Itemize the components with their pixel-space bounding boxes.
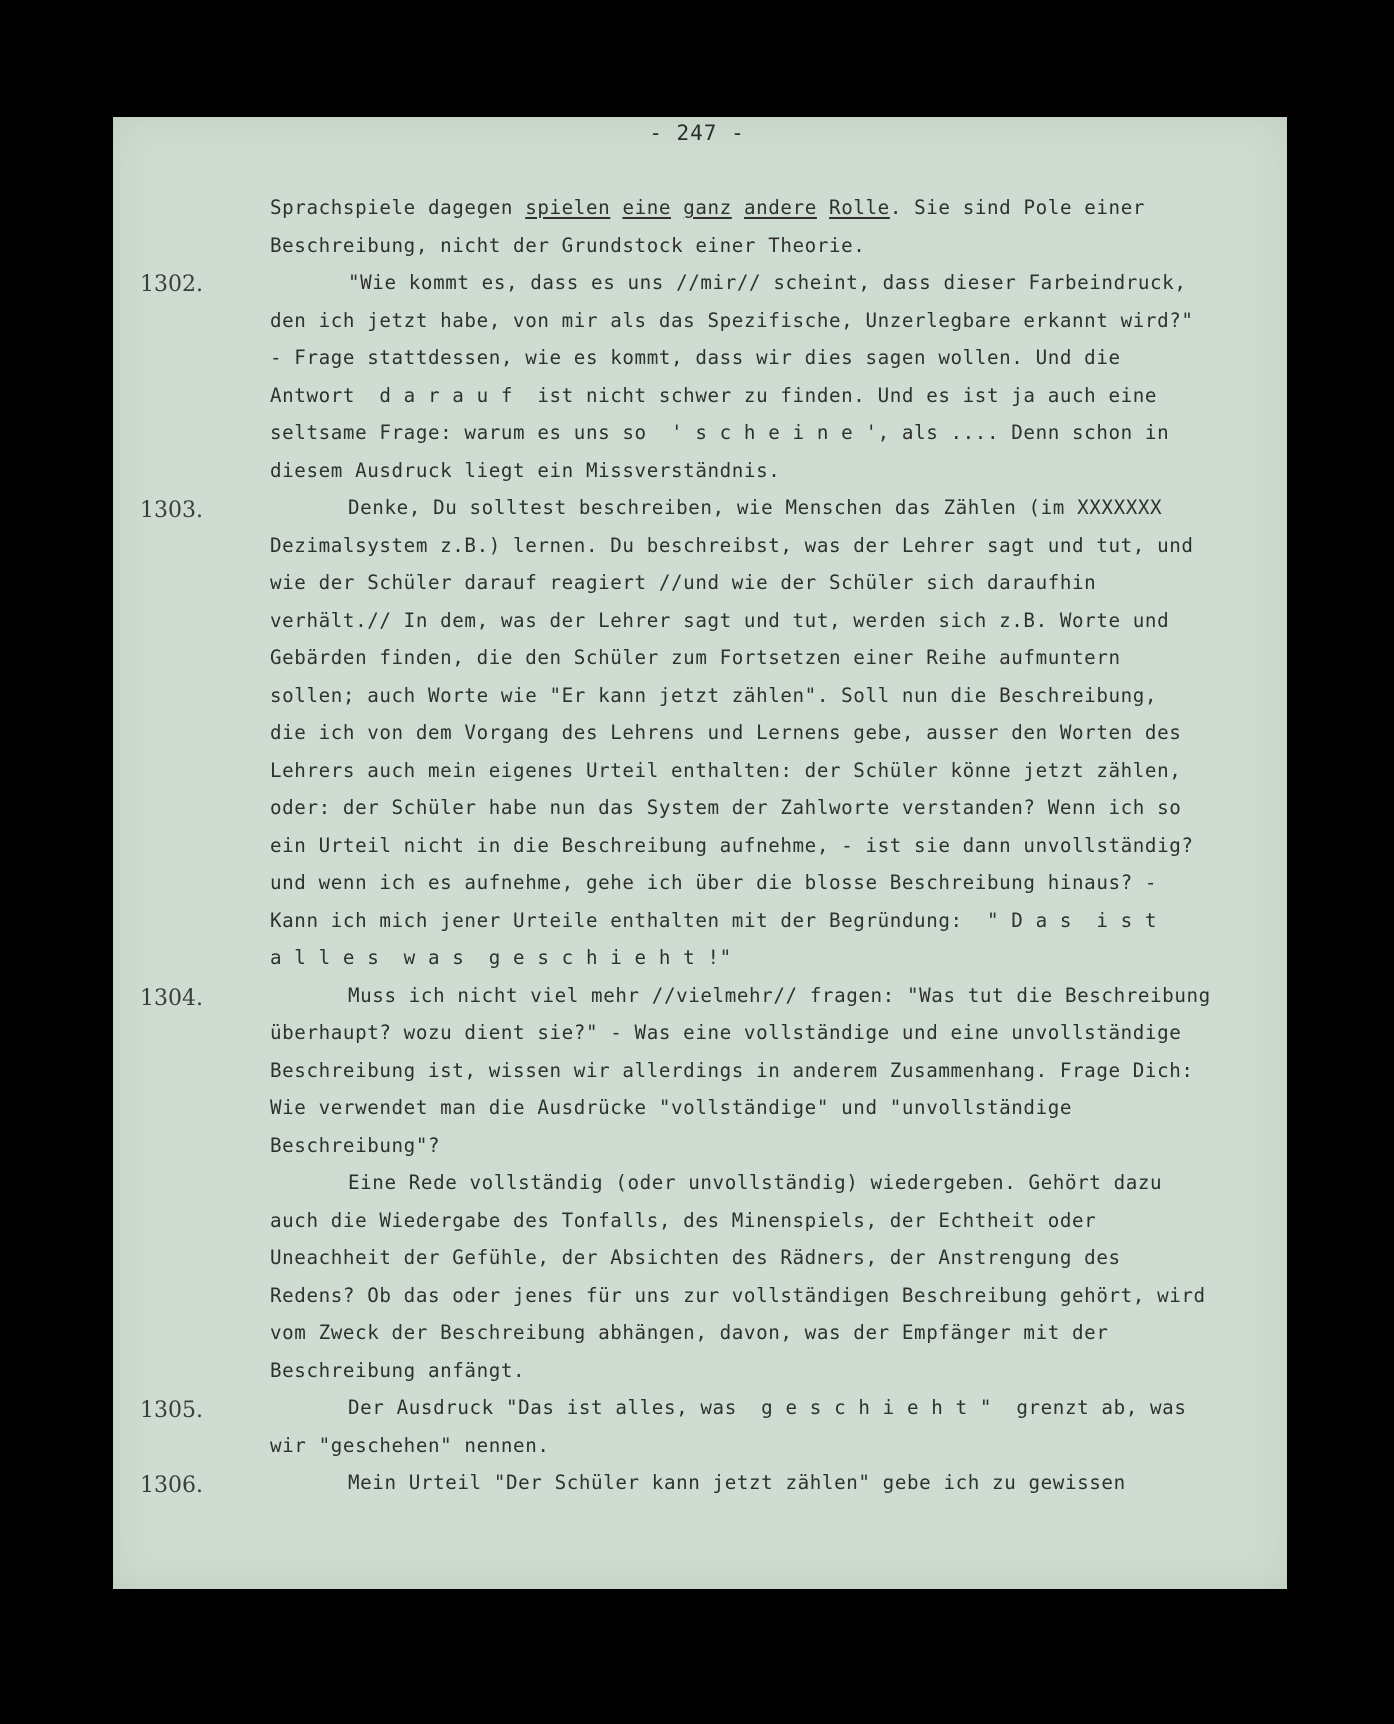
intro-line-1: [270, 195, 1145, 221]
paragraph-number-1304: 1304.: [140, 986, 203, 1011]
p1304-line-4: Wie verwendet man die Ausdrücke "vollständige" und "unvollständige: [270, 1096, 1073, 1119]
p1302-line-5: seltsame Frage: warum es uns so ' s c h e i n e ', als .... Denn schon in: [270, 421, 1170, 444]
p1306-line-1: Mein Urteil "Der Schüler kann jetzt zählen" gebe ich zu gewissen: [348, 1471, 1126, 1494]
paragraph-number-1306: 1306.: [140, 1473, 203, 1498]
p1303-line-4: verhält.// In dem, was der Lehrer sagt und tut, werden sich z.B. Worte und: [270, 609, 1170, 632]
p1304b-line-5: vom Zweck der Beschreibung abhängen, davon, was der Empfänger mit der: [270, 1321, 1109, 1344]
p1302-line-3: - Frage stattdessen, wie es kommt, dass wir dies sagen wollen. Und die: [270, 346, 1121, 369]
p1302-line-6: diesem Ausdruck liegt ein Missverständnis.: [270, 459, 781, 482]
paragraph-number-1303: 1303.: [140, 498, 203, 523]
p1304b-line-2: auch die Wiedergabe des Tonfalls, des Minenspiels, der Echtheit oder: [270, 1209, 1097, 1232]
p1303-line-5: Gebärden finden, die den Schüler zum Fortsetzen einer Reihe aufmuntern: [270, 646, 1121, 669]
p1303-line-8: Lehrers auch mein eigenes Urteil enthalten: der Schüler könne jetzt zählen,: [270, 759, 1182, 782]
underlined-word-rolle: Rolle: [829, 196, 890, 219]
p1304-line-1: Muss ich nicht viel mehr //vielmehr// fragen: "Was tut die Beschreibung: [348, 984, 1211, 1007]
underlined-word-ganz: ganz: [683, 196, 732, 219]
underlined-word-eine: eine: [622, 196, 672, 219]
p1304-line-3: Beschreibung ist, wissen wir allerdings in anderem Zusammenhang. Frage Dich:: [270, 1059, 1194, 1082]
underlined-word-andere: andere: [743, 196, 817, 219]
paragraph-number-1305: 1305.: [140, 1398, 203, 1423]
p1305-line-1: Der Ausdruck "Das ist alles, was g e s c h i e h t " grenzt ab, was: [348, 1396, 1187, 1419]
p1303-line-7: die ich von dem Vorgang des Lehrens und Lernens gebe, ausser den Worten des: [270, 721, 1182, 744]
paragraph-number-1302: 1302.: [140, 272, 203, 297]
p1302-line-4: Antwort d a r a u f ist nicht schwer zu finden. Und es ist ja auch eine: [270, 384, 1158, 407]
p1304b-line-3: Uneachheit der Gefühle, der Absichten des Rädners, der Anstrengung des: [270, 1246, 1121, 1269]
underlined-word-spielen: spielen: [525, 196, 611, 219]
p1303-line-3: wie der Schüler darauf reagiert //und wie der Schüler sich daraufhin: [270, 571, 1097, 594]
intro-line-1-pre: Sprachspiele dagegen: [270, 196, 526, 219]
p1303-line-9: oder: der Schüler habe nun das System der Zahlworte verstanden? Wenn ich so: [270, 796, 1182, 819]
p1303-line-2: Dezimalsystem z.B.) lernen. Du beschreibst, was der Lehrer sagt und tut, und: [270, 534, 1194, 557]
p1304-line-2: überhaupt? wozu dient sie?" - Was eine vollständige und eine unvollständige: [270, 1021, 1182, 1044]
p1303-line-1: Denke, Du solltest beschreiben, wie Menschen das Zählen (im XXXXXXX: [348, 496, 1163, 519]
p1302-line-2: den ich jetzt habe, von mir als das Spezifische, Unzerlegbare erkannt wird?": [270, 309, 1194, 332]
p1303-line-13: a l l e s w a s g e s c h i e h t !": [270, 946, 732, 969]
p1304b-line-6: Beschreibung anfängt.: [270, 1359, 526, 1382]
p1303-line-6: sollen; auch Worte wie "Er kann jetzt zählen". Soll nun die Beschreibung,: [270, 684, 1158, 707]
p1304b-line-1: Eine Rede vollständig (oder unvollständig) wiedergeben. Gehört dazu: [348, 1171, 1163, 1194]
p1304-line-5: Beschreibung"?: [270, 1134, 441, 1157]
p1303-line-12: Kann ich mich jener Urteile enthalten mit der Begründung: " D a s i s t: [270, 909, 1158, 932]
p1302-line-1: "Wie kommt es, dass es uns //mir// scheint, dass dieser Farbeindruck,: [348, 271, 1187, 294]
p1303-line-10: ein Urteil nicht in die Beschreibung aufnehme, - ist sie dann unvollständig?: [270, 834, 1194, 857]
intro-line-2: Beschreibung, nicht der Grundstock einer Theorie.: [270, 234, 866, 257]
p1303-line-11: und wenn ich es aufnehme, gehe ich über die blosse Beschreibung hinaus? -: [270, 871, 1158, 894]
p1304b-line-4: Redens? Ob das oder jenes für uns zur vollständigen Beschreibung gehört, wird: [270, 1284, 1206, 1307]
page-number: - 247 -: [649, 121, 745, 145]
p1305-line-2: wir "geschehen" nennen.: [270, 1434, 550, 1457]
intro-line-1-post: . Sie sind Pole einer: [889, 196, 1146, 219]
